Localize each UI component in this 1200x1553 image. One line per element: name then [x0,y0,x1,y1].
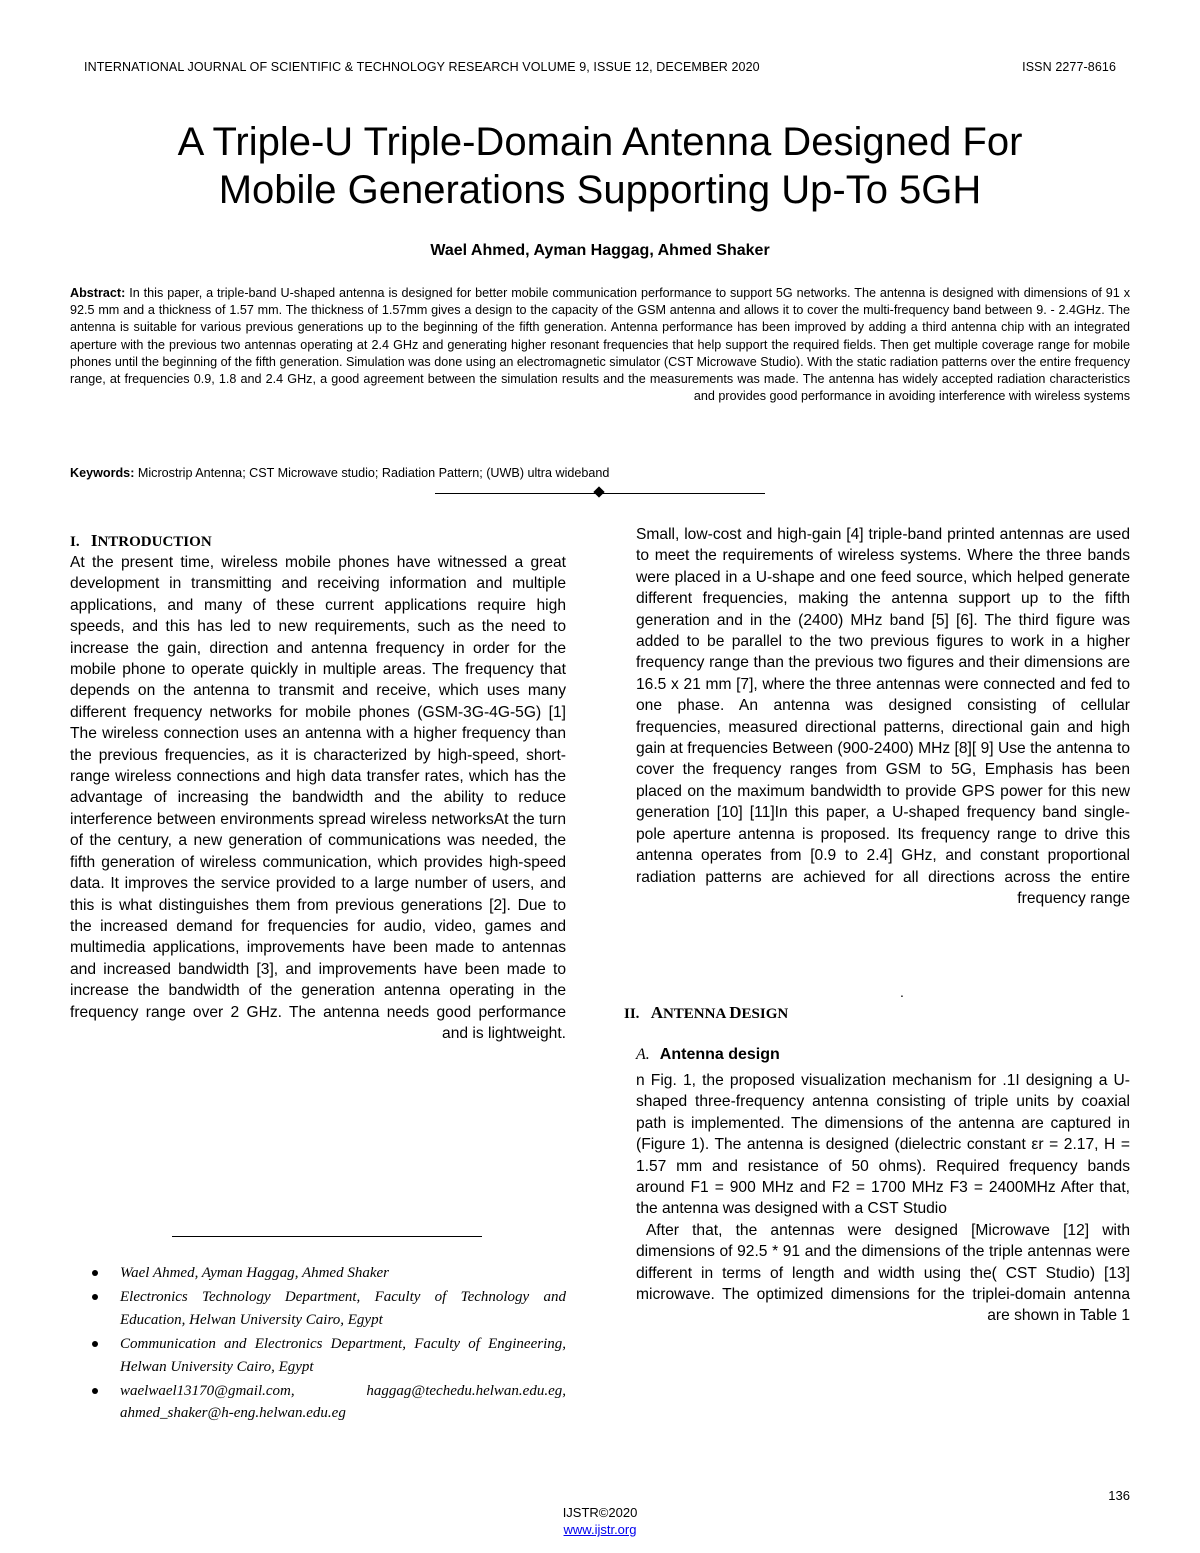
issn: ISSN 2277-8616 [1022,60,1116,74]
authors: Wael Ahmed, Ayman Haggag, Ahmed Shaker [430,242,770,259]
paragraph: n Fig. 1, the proposed visualization mechanism for .1I designing a U-shaped three-frequency antenna consisting of triple units by coaxial path is implemented. The dimensions of the antenna are captured in (Figure 1). The antenna is designed (dielectric constant εr = 2.17, H = 1.57 mm and resistance of 50 ohms). Required frequency bands around F1 = 900 MHz and F2 = 1700 MHz F3 = 2400MHz After that, the antenna was designed with a CST Studio [636,1072,1130,1218]
abstract-text: In this paper, a triple-band U-shaped antenna is designed for better mobile communication performance to support 5G networks. The antenna is designed with dimensions of 91 x 92.5 mm and a thickness of 1.57 mm. The thickness of 1.57mm gives a design to the capacity of the GSM antenna and allows it to cover the multi-frequency band between 9. - 2.4GHz. The antenna is suitable for various previous generations up to the beginning of the fifth generation. Antenna performance has been improved by adding a third antenna chip with an integrated aperture with the previous two antennas operating at 2.4 GHz and generating higher resonant frequencies that help support the required fields. Then get multiple coverage range for mobile phones until the beginning of the fifth generation. Simulation was done using an electromagnetic simulator (CST Microwave Studio). With the static radiation patterns over the entire frequency range, at frequencies 0.9, 1.8 and 2.4 GHz, a good agreement between the simulation results and the measurements was made. The antenna has widely accepted radiation characteristics and provides good performance in avoiding interference with wireless systems [70,286,1131,404]
separator-diamond-icon [593,486,604,497]
section-number: I. [70,534,80,550]
subsection-heading [636,1046,780,1064]
section-heading-antenna-design: II. ANTENNA DESIGN [624,1003,789,1022]
page-number: 136 [1108,1488,1130,1503]
section-number: II. [624,1006,640,1022]
copyright: IJSTR©2020 [562,1505,638,1520]
title-line-1: A Triple-U Triple-Domain Antenna Designed For [177,120,1023,164]
section-heading-introduction: I. INTRODUCTION [70,531,212,550]
right-column-intro [636,524,1130,909]
introduction-body [70,552,566,1044]
keywords-label: Keywords: [70,466,135,480]
subsection-title: Antenna design [659,1046,780,1063]
paper-title [60,118,1140,214]
footnote-item: Communication and Electronics Department, Faculty of Engineering, Helwan University Cairo, Egypt [90,1333,566,1378]
keywords [70,466,1130,480]
running-header [84,60,1116,74]
footnote-item: waelwael13170@gmail.com, haggag@techedu.helwan.edu.eg, ahmed_shaker@h-eng.helwan.edu.eg [90,1380,566,1425]
antenna-design-body [636,1070,1130,1327]
paragraph: Small, low-cost and high-gain [4] triple-band printed antennas are used to meet the requirements of wireless systems. Where the three bands were placed in a U-shape and one feed source, which helped generate different frequencies, making the antenna support up to the fifth generation and in the (2400) MHz band [5] [6]. The third figure was added to be parallel to the two previous figures to work in a higher frequency range than the previous two figures and their dimensions are 16.5 x 21 mm [7], where the three antennas were connected and fed to one phase. An antenna was designed consisting of cellular frequencies, measured directional patterns, directional gain and high gain at frequencies Between (900-2400) MHz [8][ 9] Use the antenna to cover the frequency ranges from GSM to 5G, Emphasis has been placed on the maximum bandwidth to provide GPS power for this new generation [10] [11]In this paper, a U-shaped frequency band single-pole aperture antenna is proposed. Its frequency range to drive this antenna operates from [0.9 to 2.4] GHz, and constant proportional radiation patterns are achieved for all directions across the entire frequency range [636,526,1130,907]
page-footer [0,1504,1200,1538]
journal-name: INTERNATIONAL JOURNAL OF SCIENTIFIC & TECHNOLOGY RESEARCH VOLUME 9, ISSUE 12, DECEMBER 2020 [84,60,760,74]
subsection-letter: A. [636,1046,650,1063]
paragraph: After that, the antennas were designed [Microwave [12] with dimensions of 92.5 * 91 and the dimensions of the triple antennas were different in terms of length and width using the( CST Studio) [13] microwave. The optimized dimensions for the triplei-domain antenna are shown in Table 1 [636,1221,1130,1325]
abstract-label: Abstract: [70,286,126,300]
footnote-item: Electronics Technology Department, Faculty of Technology and Education, Helwan University Cairo, Egypt [90,1286,566,1331]
journal-link[interactable]: www.ijstr.org [563,1522,637,1537]
paragraph: At the present time, wireless mobile phones have witnessed a great development in transmitting and receiving information and multiple applications, and many of these current applications require high speeds, and this has led to new requirements, such as the need to increase the gain, direction and antenna frequency in order for the mobile phone to operate quickly in multiple areas. The frequency that depends on the antenna to transmit and receive, which uses many different frequency networks for mobile phones (GSM-3G-4G-5G) [1] The wireless connection uses an antenna with a higher frequency than the previous frequencies, as it is characterized by high-speed, short-range wireless connections and high data transfer rates, which has the advantage of increasing the bandwidth and the ability to reduce interference between environments spread wireless networksAt the turn of the century, a new generation of communications was needed, the fifth generation of wireless communication, which provides high-speed data. It improves the service provided to a large number of users, and this is what distinguishes them from previous generations [2]. Due to the increased demand for frequencies for audio, video, games and multimedia applications, improvements have been made to antennas and increased bandwidth [3], and improvements have been made to increase the bandwidth of the generation antenna operating in the frequency range over 2 GHz. The antenna needs good performance and is lightweight. [70,554,566,1042]
keywords-text: Microstrip Antenna; CST Microwave studio; Radiation Pattern; (UWB) ultra wideband [137,466,610,480]
abstract [70,285,1130,405]
stray-dot: . [900,984,904,1000]
author-footnotes [90,1262,566,1427]
footnote-rule [172,1236,482,1237]
footnote-item: Wael Ahmed, Ayman Haggag, Ahmed Shaker [90,1262,566,1284]
title-line-2: Mobile Generations Supporting Up-To 5GH [218,168,982,212]
